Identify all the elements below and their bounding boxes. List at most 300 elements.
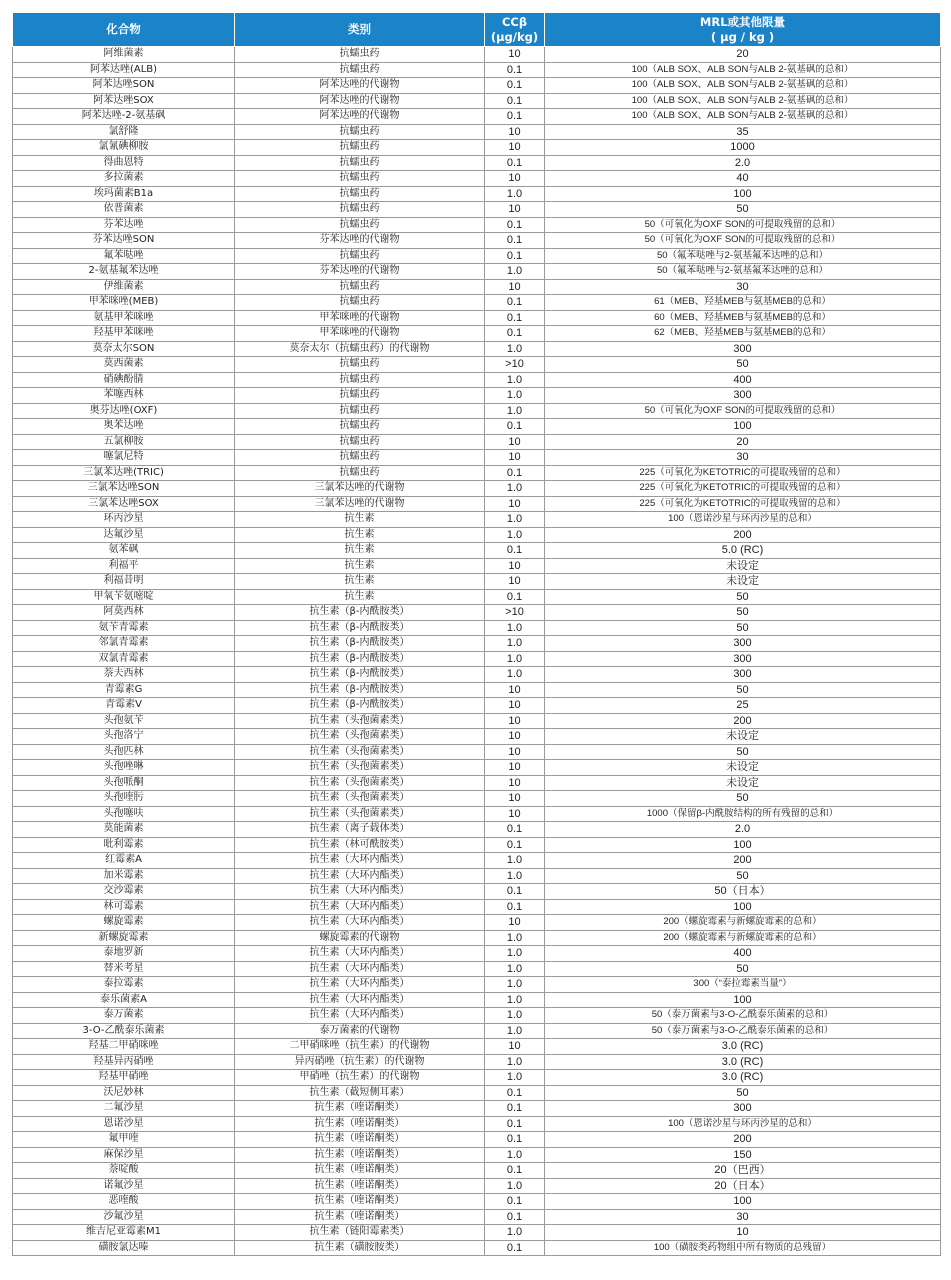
mrl-cell: 50 xyxy=(545,202,941,218)
header-ccbeta xyxy=(485,13,545,47)
mrl-cell: 1000（保留β-内酰胺结构的所有残留的总和） xyxy=(545,806,941,822)
mrl-cell: 未设定 xyxy=(545,574,941,590)
compound-cell: 阿苯达唑SON xyxy=(13,78,235,94)
category-cell: 抗生素（链阳霉素类） xyxy=(235,1225,485,1241)
mrl-cell: 20 xyxy=(545,47,941,63)
table-row xyxy=(13,93,941,109)
table-row xyxy=(13,946,941,962)
table-row xyxy=(13,372,941,388)
table-row xyxy=(13,1101,941,1117)
ccbeta-cell: 10 xyxy=(485,450,545,466)
ccbeta-cell: 0.1 xyxy=(485,419,545,435)
table-row xyxy=(13,558,941,574)
ccbeta-cell: 1.0 xyxy=(485,527,545,543)
mrl-cell: 200 xyxy=(545,1132,941,1148)
table-row xyxy=(13,915,941,931)
mrl-cell: 50 xyxy=(545,589,941,605)
table-row xyxy=(13,512,941,528)
table-row xyxy=(13,248,941,264)
category-cell: 抗蠕虫药 xyxy=(235,357,485,373)
mrl-cell: 60（MEB、羟基MEB与氨基MEB的总和） xyxy=(545,310,941,326)
compound-cell: 环丙沙星 xyxy=(13,512,235,528)
compound-cell: 氯舒隆 xyxy=(13,124,235,140)
table-row xyxy=(13,806,941,822)
table-row xyxy=(13,465,941,481)
table-row xyxy=(13,310,941,326)
ccbeta-cell: 0.1 xyxy=(485,1163,545,1179)
ccbeta-cell: 1.0 xyxy=(485,403,545,419)
category-cell: 抗生素（大环内酯类） xyxy=(235,1008,485,1024)
table-row xyxy=(13,744,941,760)
table-row xyxy=(13,109,941,125)
category-cell: 抗生素（β-内酰胺类） xyxy=(235,667,485,683)
table-row xyxy=(13,1116,941,1132)
header-ccbeta-line2: (μg/kg) xyxy=(490,29,539,44)
mrl-cell: 50 xyxy=(545,682,941,698)
table-row xyxy=(13,124,941,140)
ccbeta-cell: 10 xyxy=(485,682,545,698)
mrl-cell: 3.0 (RC) xyxy=(545,1054,941,1070)
ccbeta-cell: 1.0 xyxy=(485,1147,545,1163)
mrl-cell: 50（日本） xyxy=(545,884,941,900)
table-row xyxy=(13,651,941,667)
compound-cell: 恶喹酸 xyxy=(13,1194,235,1210)
mrl-cell: 未设定 xyxy=(545,729,941,745)
ccbeta-cell: 10 xyxy=(485,171,545,187)
ccbeta-cell: 0.1 xyxy=(485,543,545,559)
category-cell: 抗生素（头孢菌素类） xyxy=(235,744,485,760)
table-row xyxy=(13,1194,941,1210)
compound-cell: 莫西菌素 xyxy=(13,357,235,373)
category-cell: 抗生素（大环内酯类） xyxy=(235,992,485,1008)
ccbeta-cell: 1.0 xyxy=(485,620,545,636)
mrl-cell: 400 xyxy=(545,946,941,962)
mrl-cell: 20 xyxy=(545,434,941,450)
table-row xyxy=(13,1039,941,1055)
table-row xyxy=(13,698,941,714)
ccbeta-cell: 1.0 xyxy=(485,512,545,528)
ccbeta-cell: 0.1 xyxy=(485,1240,545,1256)
compound-cell: 羟基甲硝唑 xyxy=(13,1070,235,1086)
ccbeta-cell: 1.0 xyxy=(485,1178,545,1194)
category-cell: 抗生素（β-内酰胺类） xyxy=(235,651,485,667)
compound-cell: 阿维菌素 xyxy=(13,47,235,63)
mrl-cell: 50 xyxy=(545,357,941,373)
category-cell: 阿苯达唑的代谢物 xyxy=(235,109,485,125)
category-cell: 抗蠕虫药 xyxy=(235,295,485,311)
ccbeta-cell: 10 xyxy=(485,791,545,807)
ccbeta-cell: 10 xyxy=(485,713,545,729)
header-mrl-line2: ( μg / kg ) xyxy=(710,29,775,44)
compound-cell: 三氯苯达唑SOX xyxy=(13,496,235,512)
mrl-cell: 100（ALB SOX、ALB SON与ALB 2-氨基砜的总和） xyxy=(545,109,941,125)
category-cell: 抗生素（喹诺酮类） xyxy=(235,1209,485,1225)
mrl-cell: 50（泰万菌素与3-O-乙酰泰乐菌素的总和） xyxy=(545,1023,941,1039)
compound-cell: 羟基异丙硝唑 xyxy=(13,1054,235,1070)
compound-cell: 甲氧苄氨嘧啶 xyxy=(13,589,235,605)
compound-cell: 埃玛菌素B1a xyxy=(13,186,235,202)
ccbeta-cell: 0.1 xyxy=(485,1209,545,1225)
ccbeta-cell: 1.0 xyxy=(485,1023,545,1039)
ccbeta-cell: 0.1 xyxy=(485,899,545,915)
table-row xyxy=(13,682,941,698)
ccbeta-cell: 0.1 xyxy=(485,884,545,900)
header-mrl xyxy=(545,13,941,47)
ccbeta-cell: 0.1 xyxy=(485,1101,545,1117)
compound-cell: 邻氯青霉素 xyxy=(13,636,235,652)
compound-cell: 恩诺沙星 xyxy=(13,1116,235,1132)
mrl-cell: 62（MEB、羟基MEB与氨基MEB的总和） xyxy=(545,326,941,342)
ccbeta-cell: 0.1 xyxy=(485,78,545,94)
mrl-cell: 20（巴西） xyxy=(545,1163,941,1179)
mrl-cell: 100（ALB SOX、ALB SON与ALB 2-氨基砜的总和） xyxy=(545,62,941,78)
table-row xyxy=(13,295,941,311)
compound-cell: 萘夫西林 xyxy=(13,667,235,683)
category-cell: 抗生素（β-内酰胺类） xyxy=(235,698,485,714)
category-cell: 抗蠕虫药 xyxy=(235,62,485,78)
ccbeta-cell: 1.0 xyxy=(485,930,545,946)
ccbeta-cell: 10 xyxy=(485,806,545,822)
compound-cell: 阿苯达唑-2-氨基砜 xyxy=(13,109,235,125)
compound-cell: 交沙霉素 xyxy=(13,884,235,900)
compound-cell: 阿苯达唑(ALB) xyxy=(13,62,235,78)
category-cell: 抗生素（林可酰胺类） xyxy=(235,837,485,853)
ccbeta-cell: 10 xyxy=(485,760,545,776)
category-cell: 抗生素（喹诺酮类） xyxy=(235,1132,485,1148)
mrl-cell: 10 xyxy=(545,1225,941,1241)
compound-cell: 头孢唑啉 xyxy=(13,760,235,776)
ccbeta-cell: 1.0 xyxy=(485,388,545,404)
table-row xyxy=(13,326,941,342)
category-cell: 抗蠕虫药 xyxy=(235,186,485,202)
mrl-cell: 30 xyxy=(545,1209,941,1225)
table-row xyxy=(13,527,941,543)
ccbeta-cell: 0.1 xyxy=(485,822,545,838)
ccbeta-cell: 0.1 xyxy=(485,295,545,311)
mrl-cell: 300 xyxy=(545,636,941,652)
table-row xyxy=(13,1147,941,1163)
header-ccbeta-line1: CCβ xyxy=(501,14,528,29)
header-mrl-line1: MRL或其他限量 xyxy=(699,14,786,29)
ccbeta-cell: 10 xyxy=(485,47,545,63)
ccbeta-cell: 1.0 xyxy=(485,481,545,497)
mrl-cell: 100 xyxy=(545,1194,941,1210)
table-row xyxy=(13,78,941,94)
table-row xyxy=(13,543,941,559)
table-header xyxy=(13,13,941,47)
ccbeta-cell: 10 xyxy=(485,744,545,760)
compound-cell: 三氯苯达唑SON xyxy=(13,481,235,497)
ccbeta-cell: 0.1 xyxy=(485,310,545,326)
mrl-cell: 50 xyxy=(545,868,941,884)
category-cell: 抗生素 xyxy=(235,543,485,559)
table-row xyxy=(13,388,941,404)
category-cell: 芬苯达唑的代谢物 xyxy=(235,264,485,280)
compound-cell: 磺胺氯达嗪 xyxy=(13,1240,235,1256)
table-row xyxy=(13,977,941,993)
category-cell: 抗生素（头孢菌素类） xyxy=(235,729,485,745)
table-row xyxy=(13,140,941,156)
mrl-cell: 40 xyxy=(545,171,941,187)
mrl-cell: 100（ALB SOX、ALB SON与ALB 2-氨基砜的总和） xyxy=(545,93,941,109)
ccbeta-cell: 10 xyxy=(485,140,545,156)
compound-cell: 硝碘酚腈 xyxy=(13,372,235,388)
mrl-cell: 50 xyxy=(545,961,941,977)
mrl-cell: 25 xyxy=(545,698,941,714)
compound-cell: 莫奈太尔SON xyxy=(13,341,235,357)
compound-cell: 红霉素A xyxy=(13,853,235,869)
category-cell: 芬苯达唑的代谢物 xyxy=(235,233,485,249)
category-cell: 抗生素（喹诺酮类） xyxy=(235,1147,485,1163)
mrl-cell: 未设定 xyxy=(545,760,941,776)
mrl-cell: 100（ALB SOX、ALB SON与ALB 2-氨基砜的总和） xyxy=(545,78,941,94)
table-row xyxy=(13,233,941,249)
table-row xyxy=(13,992,941,1008)
category-cell: 抗生素 xyxy=(235,589,485,605)
compound-cell: 达氟沙星 xyxy=(13,527,235,543)
table-row xyxy=(13,837,941,853)
ccbeta-cell: 1.0 xyxy=(485,977,545,993)
ccbeta-cell: 0.1 xyxy=(485,93,545,109)
compound-cell: 依普菌素 xyxy=(13,202,235,218)
category-cell: 抗生素（喹诺酮类） xyxy=(235,1163,485,1179)
mrl-cell: 50 xyxy=(545,605,941,621)
mrl-cell: 100 xyxy=(545,992,941,1008)
ccbeta-cell: 10 xyxy=(485,279,545,295)
mrl-cell: 50 xyxy=(545,744,941,760)
mrl-cell: 225（可氧化为KETOTRIC的可提取残留的总和） xyxy=(545,481,941,497)
table-row xyxy=(13,434,941,450)
mrl-cell: 50 xyxy=(545,620,941,636)
ccbeta-cell: 1.0 xyxy=(485,992,545,1008)
mrl-cell: 100（磺胺类药物组中所有物质的总残留） xyxy=(545,1240,941,1256)
compound-cell: 头孢噻呋 xyxy=(13,806,235,822)
table-row xyxy=(13,279,941,295)
table-row xyxy=(13,636,941,652)
compound-cell: 螺旋霉素 xyxy=(13,915,235,931)
mrl-cell: 100 xyxy=(545,837,941,853)
category-cell: 抗生素（头孢菌素类） xyxy=(235,791,485,807)
category-cell: 抗生素（大环内酯类） xyxy=(235,915,485,931)
ccbeta-cell: 10 xyxy=(485,434,545,450)
ccbeta-cell: 0.1 xyxy=(485,62,545,78)
mrl-cell: 100（恩诺沙星与环丙沙星的总和） xyxy=(545,512,941,528)
category-cell: 抗生素 xyxy=(235,558,485,574)
mrl-cell: 100（恩诺沙星与环丙沙星的总和） xyxy=(545,1116,941,1132)
category-cell: 阿苯达唑的代谢物 xyxy=(235,78,485,94)
table-row xyxy=(13,62,941,78)
ccbeta-cell: 10 xyxy=(485,124,545,140)
ccbeta-cell: 10 xyxy=(485,574,545,590)
table-row xyxy=(13,496,941,512)
mrl-cell: 61（MEB、羟基MEB与氨基MEB的总和） xyxy=(545,295,941,311)
mrl-cell: 3.0 (RC) xyxy=(545,1070,941,1086)
ccbeta-cell: 0.1 xyxy=(485,1194,545,1210)
ccbeta-cell: 1.0 xyxy=(485,667,545,683)
compound-cell: 羟基二甲硝咪唑 xyxy=(13,1039,235,1055)
category-cell: 抗蠕虫药 xyxy=(235,434,485,450)
category-cell: 抗蠕虫药 xyxy=(235,124,485,140)
table-row xyxy=(13,930,941,946)
category-cell: 甲硝唑（抗生素）的代谢物 xyxy=(235,1070,485,1086)
mrl-cell: 50（可氧化为OXF SON的可提取残留的总和） xyxy=(545,217,941,233)
ccbeta-cell: >10 xyxy=(485,605,545,621)
ccbeta-cell: 0.1 xyxy=(485,589,545,605)
ccbeta-cell: 0.1 xyxy=(485,465,545,481)
category-cell: 抗生素（大环内酯类） xyxy=(235,977,485,993)
compound-cell: 维吉尼亚霉素M1 xyxy=(13,1225,235,1241)
residue-table-wrapper xyxy=(12,12,940,1256)
table-row xyxy=(13,760,941,776)
table-row xyxy=(13,1023,941,1039)
mrl-cell: 35 xyxy=(545,124,941,140)
mrl-cell: 100 xyxy=(545,899,941,915)
compound-cell: 利福平 xyxy=(13,558,235,574)
category-cell: 甲苯咪唑的代谢物 xyxy=(235,326,485,342)
compound-cell: 苯噻西林 xyxy=(13,388,235,404)
ccbeta-cell: 1.0 xyxy=(485,651,545,667)
category-cell: 三氯苯达唑的代谢物 xyxy=(235,496,485,512)
table-row xyxy=(13,791,941,807)
compound-cell: 五氯柳胺 xyxy=(13,434,235,450)
mrl-cell: 50（可氧化为OXF SON的可提取残留的总和） xyxy=(545,233,941,249)
compound-cell: 利福昔明 xyxy=(13,574,235,590)
table-row xyxy=(13,713,941,729)
compound-cell: 头孢洛宁 xyxy=(13,729,235,745)
ccbeta-cell: 1.0 xyxy=(485,1225,545,1241)
mrl-cell: 50（泰万菌素与3-O-乙酰泰乐菌素的总和） xyxy=(545,1008,941,1024)
category-cell: 抗蠕虫药 xyxy=(235,202,485,218)
compound-cell: 阿莫西林 xyxy=(13,605,235,621)
mrl-cell: 50（氟苯哒唑与2-氨基氟苯达唑的总和） xyxy=(545,248,941,264)
category-cell: 抗生素 xyxy=(235,512,485,528)
ccbeta-cell: 1.0 xyxy=(485,1070,545,1086)
category-cell: 抗生素（喹诺酮类） xyxy=(235,1116,485,1132)
category-cell: 阿苯达唑的代谢物 xyxy=(235,93,485,109)
compound-cell: 新螺旋霉素 xyxy=(13,930,235,946)
ccbeta-cell: 0.1 xyxy=(485,233,545,249)
category-cell: 抗生素（大环内酯类） xyxy=(235,853,485,869)
mrl-cell: 300 xyxy=(545,388,941,404)
compound-cell: 多拉菌素 xyxy=(13,171,235,187)
category-cell: 抗生素（β-内酰胺类） xyxy=(235,636,485,652)
category-cell: 泰万菌素的代谢物 xyxy=(235,1023,485,1039)
ccbeta-cell: 1.0 xyxy=(485,1008,545,1024)
category-cell: 抗生素（β-内酰胺类） xyxy=(235,605,485,621)
compound-cell: 氟苯哒唑 xyxy=(13,248,235,264)
table-row xyxy=(13,853,941,869)
table-row xyxy=(13,961,941,977)
table-row xyxy=(13,186,941,202)
table-row xyxy=(13,202,941,218)
category-cell: 抗生素（头孢菌素类） xyxy=(235,760,485,776)
mrl-cell: 30 xyxy=(545,450,941,466)
compound-cell: 三氯苯达唑(TRIC) xyxy=(13,465,235,481)
compound-cell: 沃尼妙林 xyxy=(13,1085,235,1101)
ccbeta-cell: 0.1 xyxy=(485,248,545,264)
table-row xyxy=(13,419,941,435)
table-row xyxy=(13,729,941,745)
mrl-cell: 300 xyxy=(545,667,941,683)
ccbeta-cell: 1.0 xyxy=(485,264,545,280)
ccbeta-cell: 10 xyxy=(485,558,545,574)
ccbeta-cell: 0.1 xyxy=(485,837,545,853)
table-row xyxy=(13,589,941,605)
table-row xyxy=(13,1085,941,1101)
table-row xyxy=(13,1163,941,1179)
category-cell: 抗蠕虫药 xyxy=(235,403,485,419)
compound-cell: 莫能菌素 xyxy=(13,822,235,838)
category-cell: 抗蠕虫药 xyxy=(235,465,485,481)
mrl-cell: 30 xyxy=(545,279,941,295)
table-row xyxy=(13,403,941,419)
ccbeta-cell: 10 xyxy=(485,775,545,791)
table-row xyxy=(13,620,941,636)
ccbeta-cell: 1.0 xyxy=(485,341,545,357)
compound-cell: 伊维菌素 xyxy=(13,279,235,295)
compound-cell: 诺氟沙星 xyxy=(13,1178,235,1194)
mrl-cell: 3.0 (RC) xyxy=(545,1039,941,1055)
table-row xyxy=(13,574,941,590)
compound-cell: 羟基甲苯咪唑 xyxy=(13,326,235,342)
header-category: 类别 xyxy=(235,13,485,47)
table-row xyxy=(13,1070,941,1086)
table-row xyxy=(13,341,941,357)
table-row xyxy=(13,1240,941,1256)
table-row xyxy=(13,450,941,466)
mrl-cell: 300 xyxy=(545,341,941,357)
compound-cell: 头孢喹肟 xyxy=(13,791,235,807)
category-cell: 抗生素（大环内酯类） xyxy=(235,899,485,915)
category-cell: 抗蠕虫药 xyxy=(235,248,485,264)
compound-cell: 加米霉素 xyxy=(13,868,235,884)
category-cell: 抗生素（大环内酯类） xyxy=(235,961,485,977)
mrl-cell: 200（螺旋霉素与新螺旋霉素的总和） xyxy=(545,915,941,931)
table-body xyxy=(13,47,941,1256)
compound-cell: 泰乐菌素A xyxy=(13,992,235,1008)
ccbeta-cell: 10 xyxy=(485,729,545,745)
ccbeta-cell: 1.0 xyxy=(485,186,545,202)
category-cell: 异丙硝唑（抗生素）的代谢物 xyxy=(235,1054,485,1070)
category-cell: 抗蠕虫药 xyxy=(235,217,485,233)
category-cell: 抗生素（大环内酯类） xyxy=(235,868,485,884)
mrl-cell: 50 xyxy=(545,1085,941,1101)
compound-cell: 泰万菌素 xyxy=(13,1008,235,1024)
table-row xyxy=(13,217,941,233)
compound-cell: 氨基甲苯咪唑 xyxy=(13,310,235,326)
mrl-cell: 2.0 xyxy=(545,155,941,171)
compound-cell: 沙氟沙星 xyxy=(13,1209,235,1225)
table-row xyxy=(13,884,941,900)
compound-cell: 芬苯达唑 xyxy=(13,217,235,233)
ccbeta-cell: 1.0 xyxy=(485,1054,545,1070)
table-row xyxy=(13,357,941,373)
compound-cell: 麻保沙星 xyxy=(13,1147,235,1163)
ccbeta-cell: 0.1 xyxy=(485,1116,545,1132)
compound-cell: 甲苯咪唑(MEB) xyxy=(13,295,235,311)
mrl-cell: 150 xyxy=(545,1147,941,1163)
compound-cell: 奥芬达唑(OXF) xyxy=(13,403,235,419)
category-cell: 莫奈太尔（抗蠕虫药）的代谢物 xyxy=(235,341,485,357)
table-row xyxy=(13,1225,941,1241)
mrl-cell: 225（可氧化为KETOTRIC的可提取残留的总和） xyxy=(545,465,941,481)
compound-cell: 得曲恩特 xyxy=(13,155,235,171)
category-cell: 抗蠕虫药 xyxy=(235,171,485,187)
category-cell: 抗蠕虫药 xyxy=(235,372,485,388)
table-row xyxy=(13,1008,941,1024)
ccbeta-cell: 0.1 xyxy=(485,109,545,125)
mrl-cell: 200 xyxy=(545,713,941,729)
